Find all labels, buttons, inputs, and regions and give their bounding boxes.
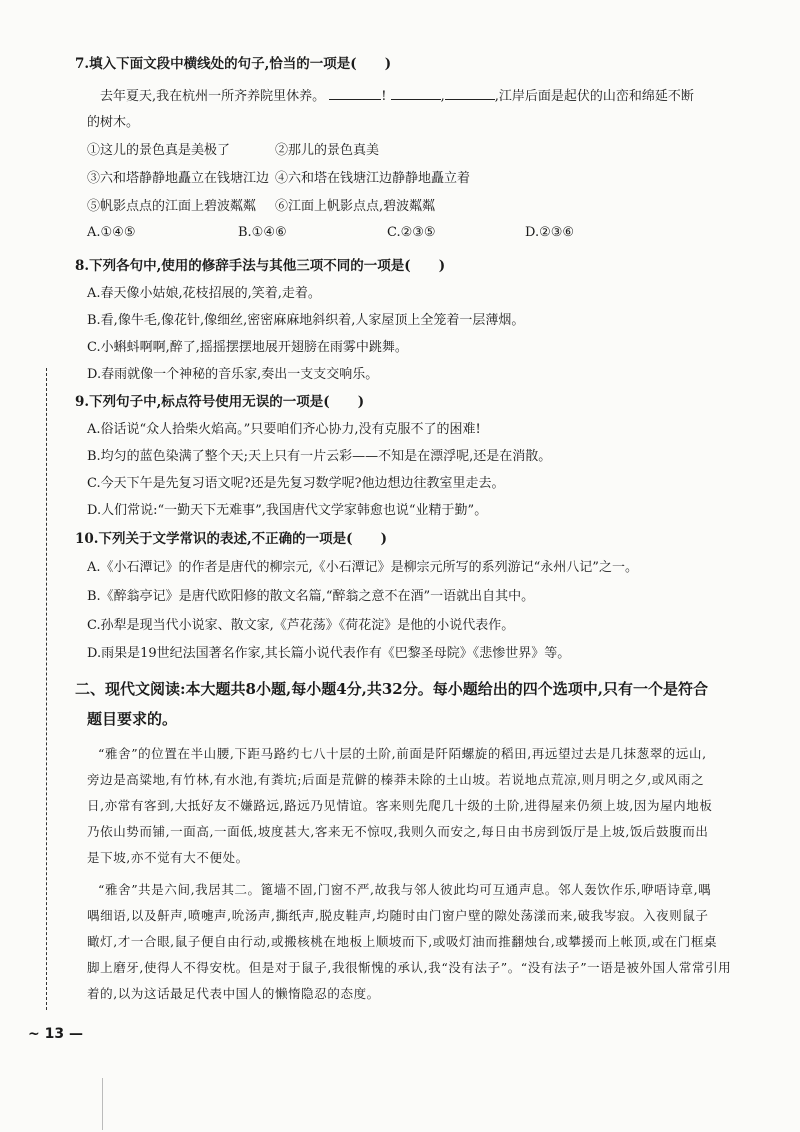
q7-item: ②那儿的景色真美 <box>275 143 380 158</box>
q10-option-d[interactable]: D.雨果是19世纪法国著名作家,其长篇小说代表作有《巴黎圣母院》《悲惨世界》等。 <box>87 646 571 661</box>
passage-p1-line: 日,亦常有客到,大抵好友不嫌路远,路远乃见情谊。客来则先爬几十级的土阶,进得屋来仍须上坡,因为屋内地板 <box>87 798 713 813</box>
q9-stem: 9.下列句子中,标点符号使用无误的一项是( ) <box>75 394 365 410</box>
q8-option-a[interactable]: A.春天像小姑娘,花枝招展的,笑着,走着。 <box>87 286 321 301</box>
binding-dashed-line <box>46 368 47 1010</box>
passage-p2-line: “雅舍”共是六间,我居其二。篦墙不固,门窗不严,故我与邻人彼此均可互通声息。邻人轰饮作乐,咿唔诗章,喁 <box>98 882 712 897</box>
q7-passage-end: 的树木。 <box>87 115 140 130</box>
passage-p1-line: “雅舍”的位置在半山腰,下距马路约七八十层的土阶,前面是阡陌螺旋的稻田,再远望过去是几抹葱翠的远山, <box>98 746 707 761</box>
q10-option-a[interactable]: A.《小石潭记》的作者是唐代的柳宗元,《小石潭记》是柳宗元所写的系列游记“永州八记”之一。 <box>87 560 638 575</box>
q7-option-b[interactable]: B.①④⑥ <box>238 225 287 240</box>
q8-option-b[interactable]: B.看,像牛毛,像花针,像细丝,密密麻麻地斜织着,人家屋顶上全笼着一层薄烟。 <box>87 313 525 328</box>
q7-blank-3 <box>445 87 495 100</box>
q10-option-c[interactable]: C.孙犁是现当代小说家、散文家,《芦花荡》《荷花淀》是他的小说代表作。 <box>87 618 515 633</box>
q7-passage: 去年夏天,我在杭州一所齐养院里休养。 ! , ,江岸后面是起伏的山峦和绵延不断 <box>100 89 694 104</box>
q7-item: ③六和塔静静地矗立在钱塘江边 <box>87 171 270 186</box>
q8-option-c[interactable]: C.小蝌蚪啊啊,醉了,摇摇摆摆地展开翅膀在雨雾中跳舞。 <box>87 340 408 355</box>
q8-stem: 8.下列各句中,使用的修辞手法与其他三项不同的一项是( ) <box>75 258 446 274</box>
q9-option-a[interactable]: A.俗话说“众人拾柴火焰高。”只要咱们齐心协力,没有克服不了的困难! <box>87 422 481 437</box>
section-2-header-cont: 题目要求的。 <box>87 710 178 728</box>
passage-p2-line: 喁细语,以及鼾声,喷嚏声,吮汤声,撕纸声,脱皮鞋声,均随时由门窗户壁的隙处荡漾而来,破我岑寂。入夜则鼠子 <box>87 908 709 923</box>
q7-item: ⑥江面上帆影点点,碧波粼粼 <box>275 199 436 214</box>
q7-blank-2 <box>391 87 441 100</box>
q10-option-b[interactable]: B.《醉翁亭记》是唐代欧阳修的散文名篇,“醉翁之意不在酒”一语就出自其中。 <box>87 589 535 604</box>
q7-option-d[interactable]: D.②③⑥ <box>525 225 575 240</box>
q7-item: ⑤帆影点点的江面上碧波粼粼 <box>87 199 257 214</box>
passage-p2-line: 瞰灯,才一合眼,鼠子便自由行动,或搬核桃在地板上顺坡而下,或吸灯油而推翻烛台,或攀援而上帐顶,或在门框桌 <box>87 934 718 949</box>
passage-p1-line: 旁边是高粱地,有竹林,有水池,有粪坑;后面是荒僻的榛莽未除的土山坡。若说地点荒凉,则月明之夕,或风雨之 <box>87 772 705 787</box>
q7-option-a[interactable]: A.①④⑤ <box>87 225 136 240</box>
q7-item: ①这儿的景色真是美极了 <box>87 143 231 158</box>
passage-p2-line: 着的,以为这话最足代表中国人的懒惰隐忍的态度。 <box>87 986 380 1001</box>
q8-option-d[interactable]: D.春雨就像一个神秘的音乐家,奏出一支支交响乐。 <box>87 367 379 382</box>
section-2-header: 二、现代文阅读:本大题共8小题,每小题4分,共32分。每小题给出的四个选项中,只有一个是符合 <box>75 680 708 698</box>
q9-option-c[interactable]: C.今天下午是先复习语文呢?还是先复习数学呢?他边想边往教室里走去。 <box>87 476 505 491</box>
q9-option-d[interactable]: D.人们常说:“一勤天下无难事”,我国唐代文学家韩愈也说“业精于勤”。 <box>87 503 488 518</box>
passage-p1-line: 乃依山势而铺,一面高,一面低,坡度甚大,客来无不惊叹,我则久而安之,每日由书房到饭厅是上坡,饭后鼓腹而出 <box>87 824 709 839</box>
q10-stem: 10.下列关于文学常识的表述,不正确的一项是( ) <box>75 531 387 547</box>
passage-p2-line: 脚上磨牙,使得人不得安枕。但是对于鼠子,我很惭愧的承认,我“没有法子”。“没有法子”一语是被外国人常常引用 <box>87 960 732 975</box>
q7-stem: 7.填入下面文段中横线处的句子,恰当的一项是( ) <box>75 56 392 72</box>
passage-p1-line: 是下坡,亦不觉有大不便处。 <box>87 850 249 865</box>
q7-option-c[interactable]: C.②③⑤ <box>387 225 436 240</box>
scan-edge-mark <box>102 1078 103 1130</box>
q7-item: ④六和塔在钱塘江边静静地矗立着 <box>275 171 471 186</box>
q9-option-b[interactable]: B.均匀的蓝色染满了整个天;天上只有一片云彩——不知是在漂浮呢,还是在消散。 <box>87 449 552 464</box>
page-number: ~ 13 — <box>28 1026 83 1042</box>
q7-blank-1 <box>329 87 381 100</box>
